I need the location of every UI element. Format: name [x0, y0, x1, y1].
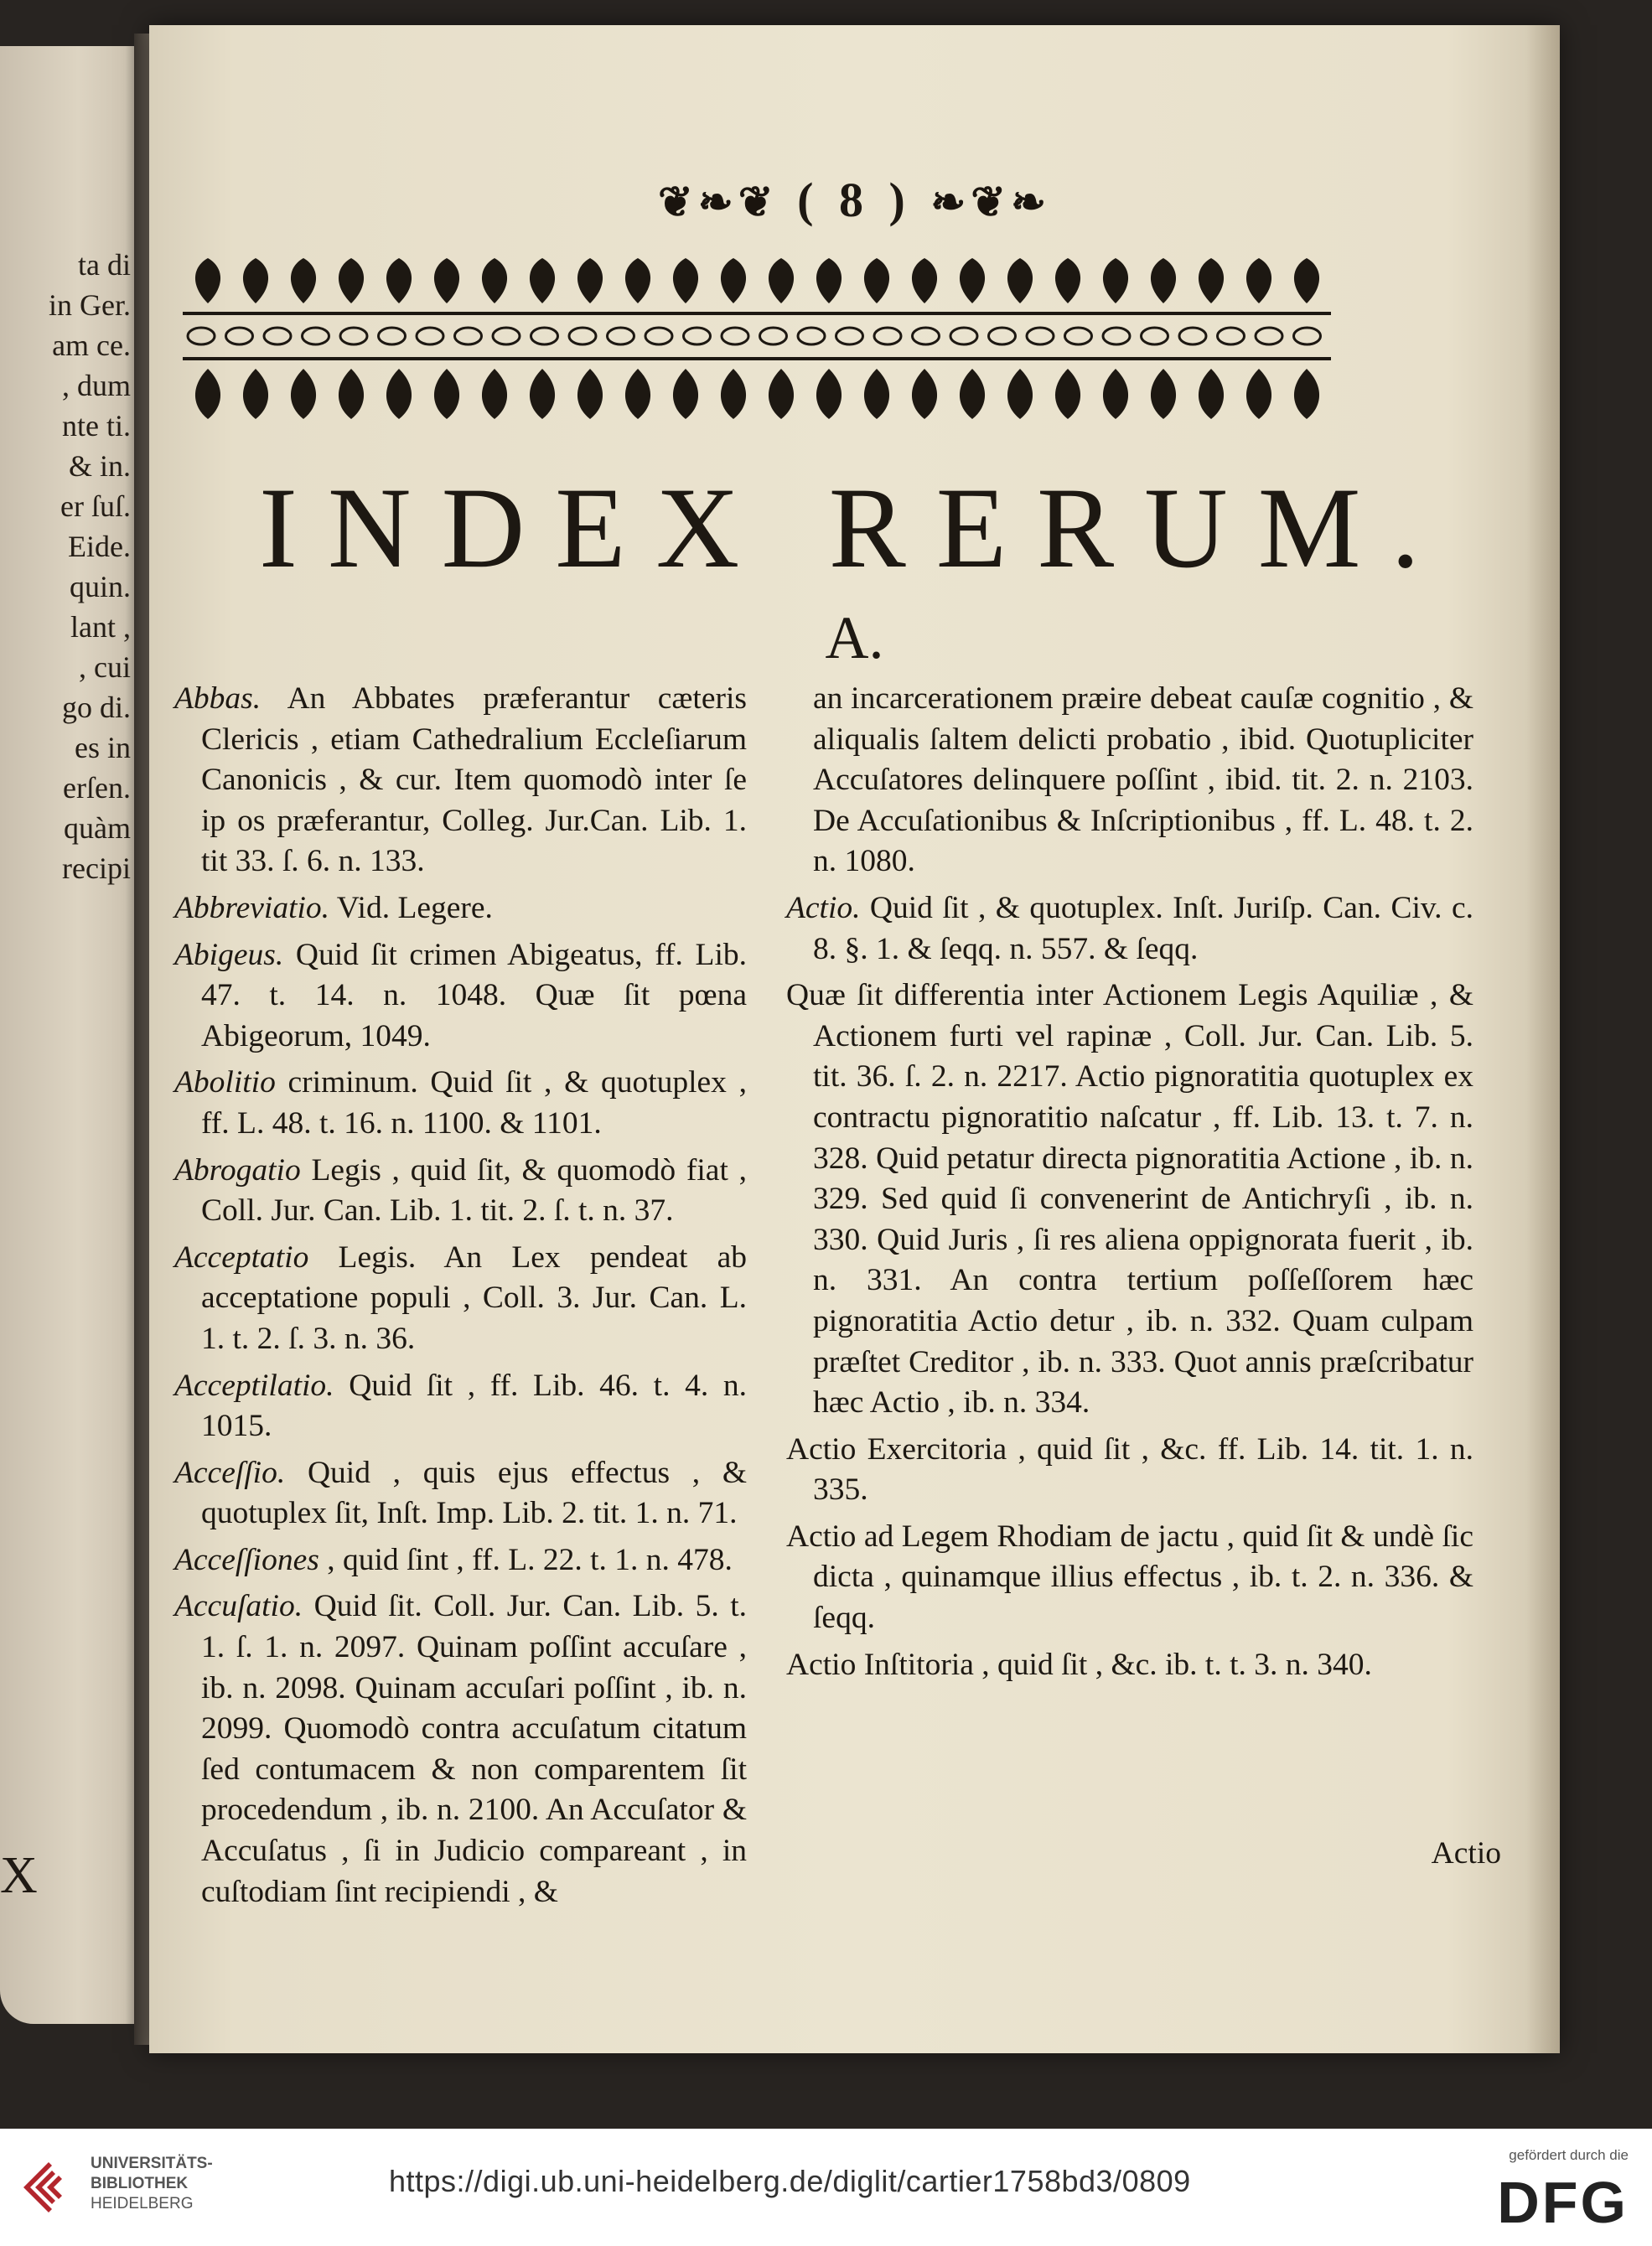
ornament-ring — [1142, 328, 1168, 344]
ornament-ring — [303, 328, 329, 344]
ornament-ring — [188, 328, 215, 344]
index-entry — [786, 888, 1473, 970]
index-entry — [174, 1151, 747, 1232]
ornament-leaf — [960, 258, 985, 303]
ornament-ring — [1294, 328, 1321, 344]
index-entry-text: An Abbates præferantur cæteris Clericis , etiam Cathedralium Eccleſiarum Canonicis , & cur. Item quomodò inter ſe ip os præferantur, Colleg. Jur.Can. Lib. 1. tit 33. ſ. 6. n. 133. — [201, 681, 747, 879]
ornament-ring — [493, 328, 520, 344]
ornament-leaf — [1246, 258, 1271, 303]
previous-page-fragment: quàm — [64, 811, 131, 845]
ornament-leaf — [1055, 369, 1080, 419]
index-entry-text: Actio Exercitoria , quid ſit , &c. ff. Lib. 14. tit. 1. n. 335. — [786, 1431, 1473, 1508]
index-entry-text: Quid ſit , & quotuplex. Inſt. Juriſp. Can. Civ. c. 8. §. 1. & ſeqq. n. 557. & ſeqq. — [813, 890, 1473, 966]
left-column — [174, 679, 747, 1918]
ornament-leaf — [482, 369, 507, 419]
index-entry-keyword: Acceſſiones — [174, 1542, 319, 1577]
previous-page-fragment: Eide. — [68, 530, 131, 563]
index-entry-text: Quid ſit crimen Abigeatus, ff. Lib. 47. t. 14. n. 1048. Quæ ſit pœna Abigeorum, 1049. — [201, 937, 747, 1053]
ornament-ring — [1027, 328, 1054, 344]
catchword: Actio — [1431, 1836, 1501, 1871]
ornament-ring — [531, 328, 558, 344]
dfg-logo: DFG — [1497, 2170, 1629, 2235]
ornament-ring — [913, 328, 940, 344]
index-entry-keyword: Acceptilatio. — [174, 1368, 334, 1403]
index-entry-text: criminum. Quid ſit , & quotuplex , ff. L. 48. t. 16. n. 1100. & 1101. — [201, 1065, 747, 1141]
ornament-ring — [836, 328, 863, 344]
ornament-ring — [1218, 328, 1245, 344]
index-entry-text: Actio Inſtitoria , quid ſit , &c. ib. t. t. 3. n. 340. — [786, 1647, 1372, 1682]
index-entry-keyword: Abigeus. — [174, 937, 284, 972]
index-entry-text: Legis. An Lex pendeat ab acceptatione populi , Coll. 3. Jur. Can. L. 1. t. 2. ſ. 3. n. 36. — [201, 1239, 747, 1356]
ornament-leaf — [1055, 258, 1080, 303]
ornament-leaf — [530, 369, 555, 419]
page-edge-shadow — [1526, 25, 1560, 2053]
ornament-ring — [608, 328, 634, 344]
page-number-text: ( 8 ) — [797, 173, 912, 227]
university-library-name — [91, 2154, 213, 2214]
index-entry — [174, 1586, 747, 1912]
ornament-ring — [874, 328, 901, 344]
ornament-leaf — [243, 258, 268, 303]
ornament-ring — [1179, 328, 1206, 344]
ornament-leaf — [625, 369, 650, 419]
ornament-leaf — [243, 369, 268, 419]
ornament-ring — [989, 328, 1016, 344]
ornament-leaf — [291, 369, 316, 419]
index-entry — [786, 1430, 1473, 1511]
ornament-leaf — [1199, 369, 1224, 419]
ornament-ring — [417, 328, 443, 344]
ornament-leaf — [721, 369, 746, 419]
ornament-leaf — [530, 258, 555, 303]
index-entry-text: Vid. Legere. — [329, 890, 493, 925]
index-entry-keyword: Abbreviatio. — [174, 890, 330, 925]
ornament-ring — [950, 328, 977, 344]
index-entry-keyword: Accuſatio. — [174, 1589, 303, 1624]
ornament-leaf — [912, 369, 937, 419]
page-number — [149, 172, 1560, 228]
ornament-leaf — [1151, 258, 1176, 303]
ornament-leaf — [864, 369, 889, 419]
index-entry-text: , quid ſint , ff. L. 22. t. 1. n. 478. — [318, 1542, 733, 1577]
ornament-leaf — [291, 258, 316, 303]
ornament-leaf — [769, 369, 794, 419]
ornament-ring — [379, 328, 406, 344]
previous-page-fragment: in Ger. — [49, 288, 131, 322]
previous-page-fragment: go di. — [61, 691, 131, 724]
previous-page-fragment: quin. — [69, 570, 131, 603]
index-entry-text: an incarcerationem præire debeat cauſæ cognitio , & aliqualis ſaltem delicti probatio , ibid. Quotupliciter Accuſatores delinquere poſſint , ibid. tit. 2. n. 2103. De Accuſationibus & Inſcriptionibus , ff. L. 48. t. 2. n. 1080. — [813, 681, 1473, 879]
ornament-ring — [226, 328, 253, 344]
ornament-leaf — [912, 258, 937, 303]
library-name-line-1: UNIVERSITÄTS- — [91, 2155, 213, 2172]
index-entry — [786, 1645, 1473, 1686]
ornament-ring — [645, 328, 672, 344]
index-entry-keyword: Abolitio — [174, 1065, 276, 1100]
ornament-leaf — [482, 258, 507, 303]
previous-page-fragment: lant , — [70, 610, 131, 644]
ornament-leaf — [386, 258, 412, 303]
ornament-leaf — [1103, 258, 1128, 303]
index-entry-keyword: Abrogatio — [174, 1152, 301, 1188]
ornament-leaf — [625, 258, 650, 303]
ornament-leaf — [434, 369, 459, 419]
previous-page-fragment: recipi — [62, 851, 131, 885]
ornament-ring — [1065, 328, 1092, 344]
funder-label: gefördert durch die — [1509, 2147, 1629, 2163]
ornament-leaf — [195, 369, 220, 419]
previous-page-fragment: erſen. — [63, 771, 131, 805]
ornament-ring — [798, 328, 825, 344]
previous-page-fragment: am ce. — [52, 329, 131, 362]
ornament-leaf — [864, 258, 889, 303]
ornament-ring — [264, 328, 291, 344]
ornamental-headpiece-icon — [183, 251, 1331, 427]
ornament-leaf — [960, 369, 985, 419]
ornament-ring — [722, 328, 748, 344]
viewer-footer — [0, 2129, 1652, 2246]
previous-page-fragment: & in. — [68, 449, 131, 483]
ornament-leaf — [816, 369, 842, 419]
index-entry-keyword: Abbas. — [174, 681, 262, 716]
ornament-leaf — [673, 258, 698, 303]
previous-page-fragment: X — [0, 1847, 38, 1904]
ornament-ring — [569, 328, 596, 344]
index-entry — [174, 1453, 747, 1534]
index-entry-text: Quid ſit. Coll. Jur. Can. Lib. 5. t. 1. ſ. 1. n. 2097. Quinam poſſint accuſare , ib. n. 2098. Quinam accuſari poſſint , ib. n. 2099. Quomodò contra accuſatum citatum ſed contumacem & non comparentem ſit procedendum , ib. n. 2100. An Accuſator & Accuſatus , ſi in Judicio compareant , in cuſtodiam ſint recipiendi , & — [201, 1589, 747, 1909]
ornament-leaf — [195, 258, 220, 303]
ornament-leaf — [816, 258, 842, 303]
ornament-ring — [1256, 328, 1282, 344]
index-entry — [174, 1540, 747, 1581]
ornament-leaf — [1199, 258, 1224, 303]
university-library-logo-icon — [18, 2154, 79, 2221]
right-fleuron-icon: ❧❦❧ — [930, 179, 1051, 225]
index-entry — [786, 1517, 1473, 1639]
library-name-line-2: BIBLIOTHEK — [91, 2175, 189, 2192]
ornament-ring — [455, 328, 482, 344]
ornament-leaf — [1103, 369, 1128, 419]
previous-page-fragment: ta di — [78, 248, 131, 282]
ornament-leaf — [1007, 258, 1033, 303]
ornament-leaf — [386, 369, 412, 419]
ornament-ring — [684, 328, 711, 344]
permalink-url[interactable]: https://digi.ub.uni-heidelberg.de/diglit/cartier1758bd3/0809 — [389, 2164, 1191, 2198]
library-name-line-3: HEIDELBERG — [91, 2195, 194, 2212]
index-entry-text: Quid , quis ejus effectus , & quotuplex ſit, Inſt. Imp. Lib. 2. tit. 1. n. 71. — [201, 1455, 747, 1531]
previous-page-fragment: es in — [75, 731, 131, 764]
ornament-leaf — [434, 258, 459, 303]
ornament-leaf — [1294, 258, 1319, 303]
ornament-leaf — [1294, 369, 1319, 419]
index-entry-text: Quid ſit , ff. Lib. 46. t. 4. n. 1015. — [201, 1368, 747, 1444]
ornament-leaf — [1007, 369, 1033, 419]
index-entry — [174, 1238, 747, 1360]
ornament-leaf — [673, 369, 698, 419]
previous-page-edge — [0, 46, 142, 2024]
index-entry-text: Actio ad Legem Rhodiam de jactu , quid ſit & undè ſic dicta , quinamque illius effectus , ib. t. 2. n. 336. & ſeqq. — [786, 1519, 1473, 1636]
index-entry — [174, 1063, 747, 1144]
left-fleuron-icon: ❦❧❦ — [657, 179, 779, 225]
ornament-ring — [1103, 328, 1130, 344]
ornament-leaf — [1246, 369, 1271, 419]
book-page — [149, 25, 1560, 2053]
index-entry — [174, 679, 747, 882]
previous-page-fragment: , cui — [79, 650, 131, 684]
index-entry — [174, 1366, 747, 1447]
ornament-leaf — [577, 258, 603, 303]
index-entry — [174, 935, 747, 1058]
ornament-leaf — [339, 258, 364, 303]
ornament-leaf — [339, 369, 364, 419]
section-letter: A. — [825, 604, 884, 671]
right-column — [786, 679, 1473, 1691]
index-title: INDEX RERUM. — [259, 463, 1450, 592]
index-entry-keyword: Actio. — [786, 890, 861, 925]
ornament-leaf — [577, 369, 603, 419]
index-entry-text: Legis , quid ſit, & quomodò fiat , Coll. Jur. Can. Lib. 1. tit. 2. ſ. t. n. 37. — [201, 1152, 747, 1229]
index-entry — [174, 888, 747, 929]
ornament-leaf — [721, 258, 746, 303]
index-entry — [786, 976, 1473, 1424]
previous-page-fragment: er ſuſ. — [60, 489, 131, 523]
ornament-ring — [340, 328, 367, 344]
previous-page-fragment: , dum — [61, 369, 131, 402]
ornament-leaf — [769, 258, 794, 303]
index-entry-text: Quæ ſit differentia inter Actionem Legis Aquiliæ , & Actionem furti vel rapinæ , Coll. Jur. Can. Lib. 5. tit. 36. ſ. 2. n. 2217. Actio pignoratitia quotuplex ex contractu pignoratitio naſcatur , ff. Lib. 13. t. 7. n. 328. Quid petatur directa pignoratitia Actione , ib. n. 329. Sed quid ſi convenerint de Antichryſi , ib. n. 330. Quid Juris , ſi res aliena oppignorata fuerit , ib. n. 331. An contra tertium poſſeſſorem hæc pignoratitia Actio detur , ib. n. 332. Quam culpam præſtet Creditor , ib. n. 333. Quot annis præſcribatur hæc Actio , ib. n. 334. — [786, 978, 1473, 1421]
ornament-ring — [760, 328, 787, 344]
index-entry-keyword: Acceptatio — [174, 1239, 309, 1275]
index-entry-keyword: Acceſſio. — [174, 1455, 286, 1490]
previous-page-fragment: nte ti. — [62, 409, 131, 442]
index-entry — [786, 679, 1473, 882]
ornament-leaf — [1151, 369, 1176, 419]
